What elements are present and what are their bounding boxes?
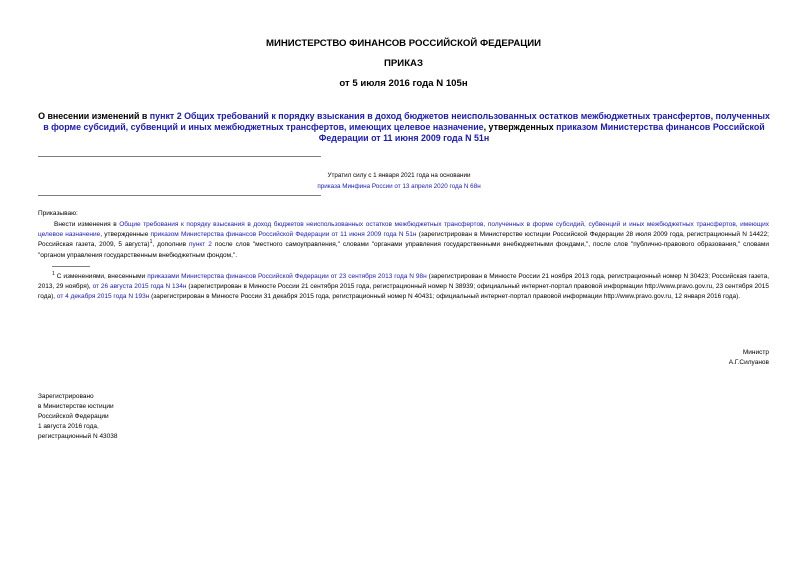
p1-link-order-51n[interactable]: приказом Министерства финансов Российской Федерации от 11 июня 2009 года N 51н <box>150 231 417 239</box>
divider-bottom <box>38 195 321 196</box>
status-note <box>290 170 508 192</box>
fn-text-c: (зарегистрирован в Минюсте России 21 сентября 2015 года, регистрационный номер N 38939; официальный интернет-портал правовой информации http://www.pravo.gov.ru, 23 сентября 2015 года), <box>38 283 769 301</box>
order-word: Приказываю: <box>38 210 78 217</box>
footnote-number: 1 <box>52 270 55 277</box>
p1-text-a: Внести изменения в <box>54 221 120 228</box>
status-note-link[interactable]: приказа Минфина России от 13 апреля 2020 года N 68н <box>317 183 481 190</box>
fn-text-a: С изменениями, внесенными <box>54 273 148 280</box>
p1-text-c: (зарегистрирован в Министерстве юстиции Российской Федерации 28 июля 2009 года, регистрационный N 14422; Российская газета, 2009, 5 августа) <box>38 231 769 249</box>
registration-line-5: регистрационный N 43038 <box>38 433 118 440</box>
signature-name: А.Г.Силуанов <box>728 359 769 367</box>
footnote-marker: 1 <box>149 239 153 246</box>
main-paragraph <box>38 220 769 261</box>
document-title <box>38 111 770 144</box>
registration-line-1: Зарегистрировано <box>38 393 94 400</box>
fn-link-order-134n[interactable]: от 26 августа 2015 года N 134н <box>92 283 187 291</box>
ministry-heading: МИНИСТЕРСТВО ФИНАНСОВ РОССИЙСКОЙ ФЕДЕРАЦИИ <box>265 38 542 49</box>
status-note-text: Утратил силу с 1 января 2021 года на основании <box>327 172 471 179</box>
document-type: ПРИКАЗ <box>384 58 423 69</box>
fn-link-order-98n[interactable]: приказами Министерства финансов Российской Федерации от 23 сентября 2013 года N 98н <box>147 273 427 280</box>
document-date-number: от 5 июля 2016 года N 105н <box>339 78 468 89</box>
registration-line-3: Российской Федерации <box>38 413 109 420</box>
p1-link-general-requirements[interactable]: Общие требования к порядку взыскания в доход бюджетов неиспользованных остатков межбюджетных трансфертов, полученных в форме субсидий, субвенций и иных межбюджетных трансфертов, имеющих целевое назначение <box>38 221 769 239</box>
fn-link-order-193n[interactable]: от 4 декабря 2015 года N 193н <box>56 293 150 301</box>
registration-line-2: в Министерстве юстиции <box>38 403 114 410</box>
p1-link-point-2[interactable]: пункт 2 <box>189 241 212 249</box>
title-link-general-requirements[interactable]: пункт 2 Общих требований к порядку взыскания в доход бюджетов неиспользованных остатков межбюджетных трансфертов, полученных в форме субсидий, субвенций и иных межбюджетных трансфертов, имеющих целевое назначение <box>43 111 770 132</box>
signature-position: Министр <box>742 349 769 356</box>
p1-text-d: , дополнив <box>152 241 190 249</box>
registration-line-4: 1 августа 2016 года, <box>38 423 99 430</box>
title-text-1: О внесении изменений в <box>38 111 150 121</box>
divider-top <box>38 156 321 157</box>
p1-text-b: , утвержденные <box>100 231 151 239</box>
footnote-divider <box>52 266 90 267</box>
fn-text-d: (зарегистрирован в Минюсте России 31 декабря 2015 года, регистрационный номер N 40431; официальный интернет-портал правовой информации http://www.pravo.gov.ru, 12 января 2016 года). <box>149 293 741 301</box>
registration-block <box>38 392 118 442</box>
title-link-order-51n[interactable]: приказом Министерства финансов Российской Федерации от 11 июня 2009 года N 51н <box>318 122 765 143</box>
signature <box>560 348 769 368</box>
p1-text-e: после слов "местного самоуправления," словами "органами управления государственными внебюджетными фондами,", после слов "публично-правового образования," словами "органом управления государственным внебюджетным фондом,". <box>38 241 769 259</box>
footnote <box>38 272 769 303</box>
fn-text-b: (зарегистрирован в Минюсте России 21 ноября 2013 года, регистрационный номер N 30423; Российская газета, 2013, 29 ноября), <box>38 273 770 291</box>
title-text-2: , утвержденных <box>483 122 557 132</box>
